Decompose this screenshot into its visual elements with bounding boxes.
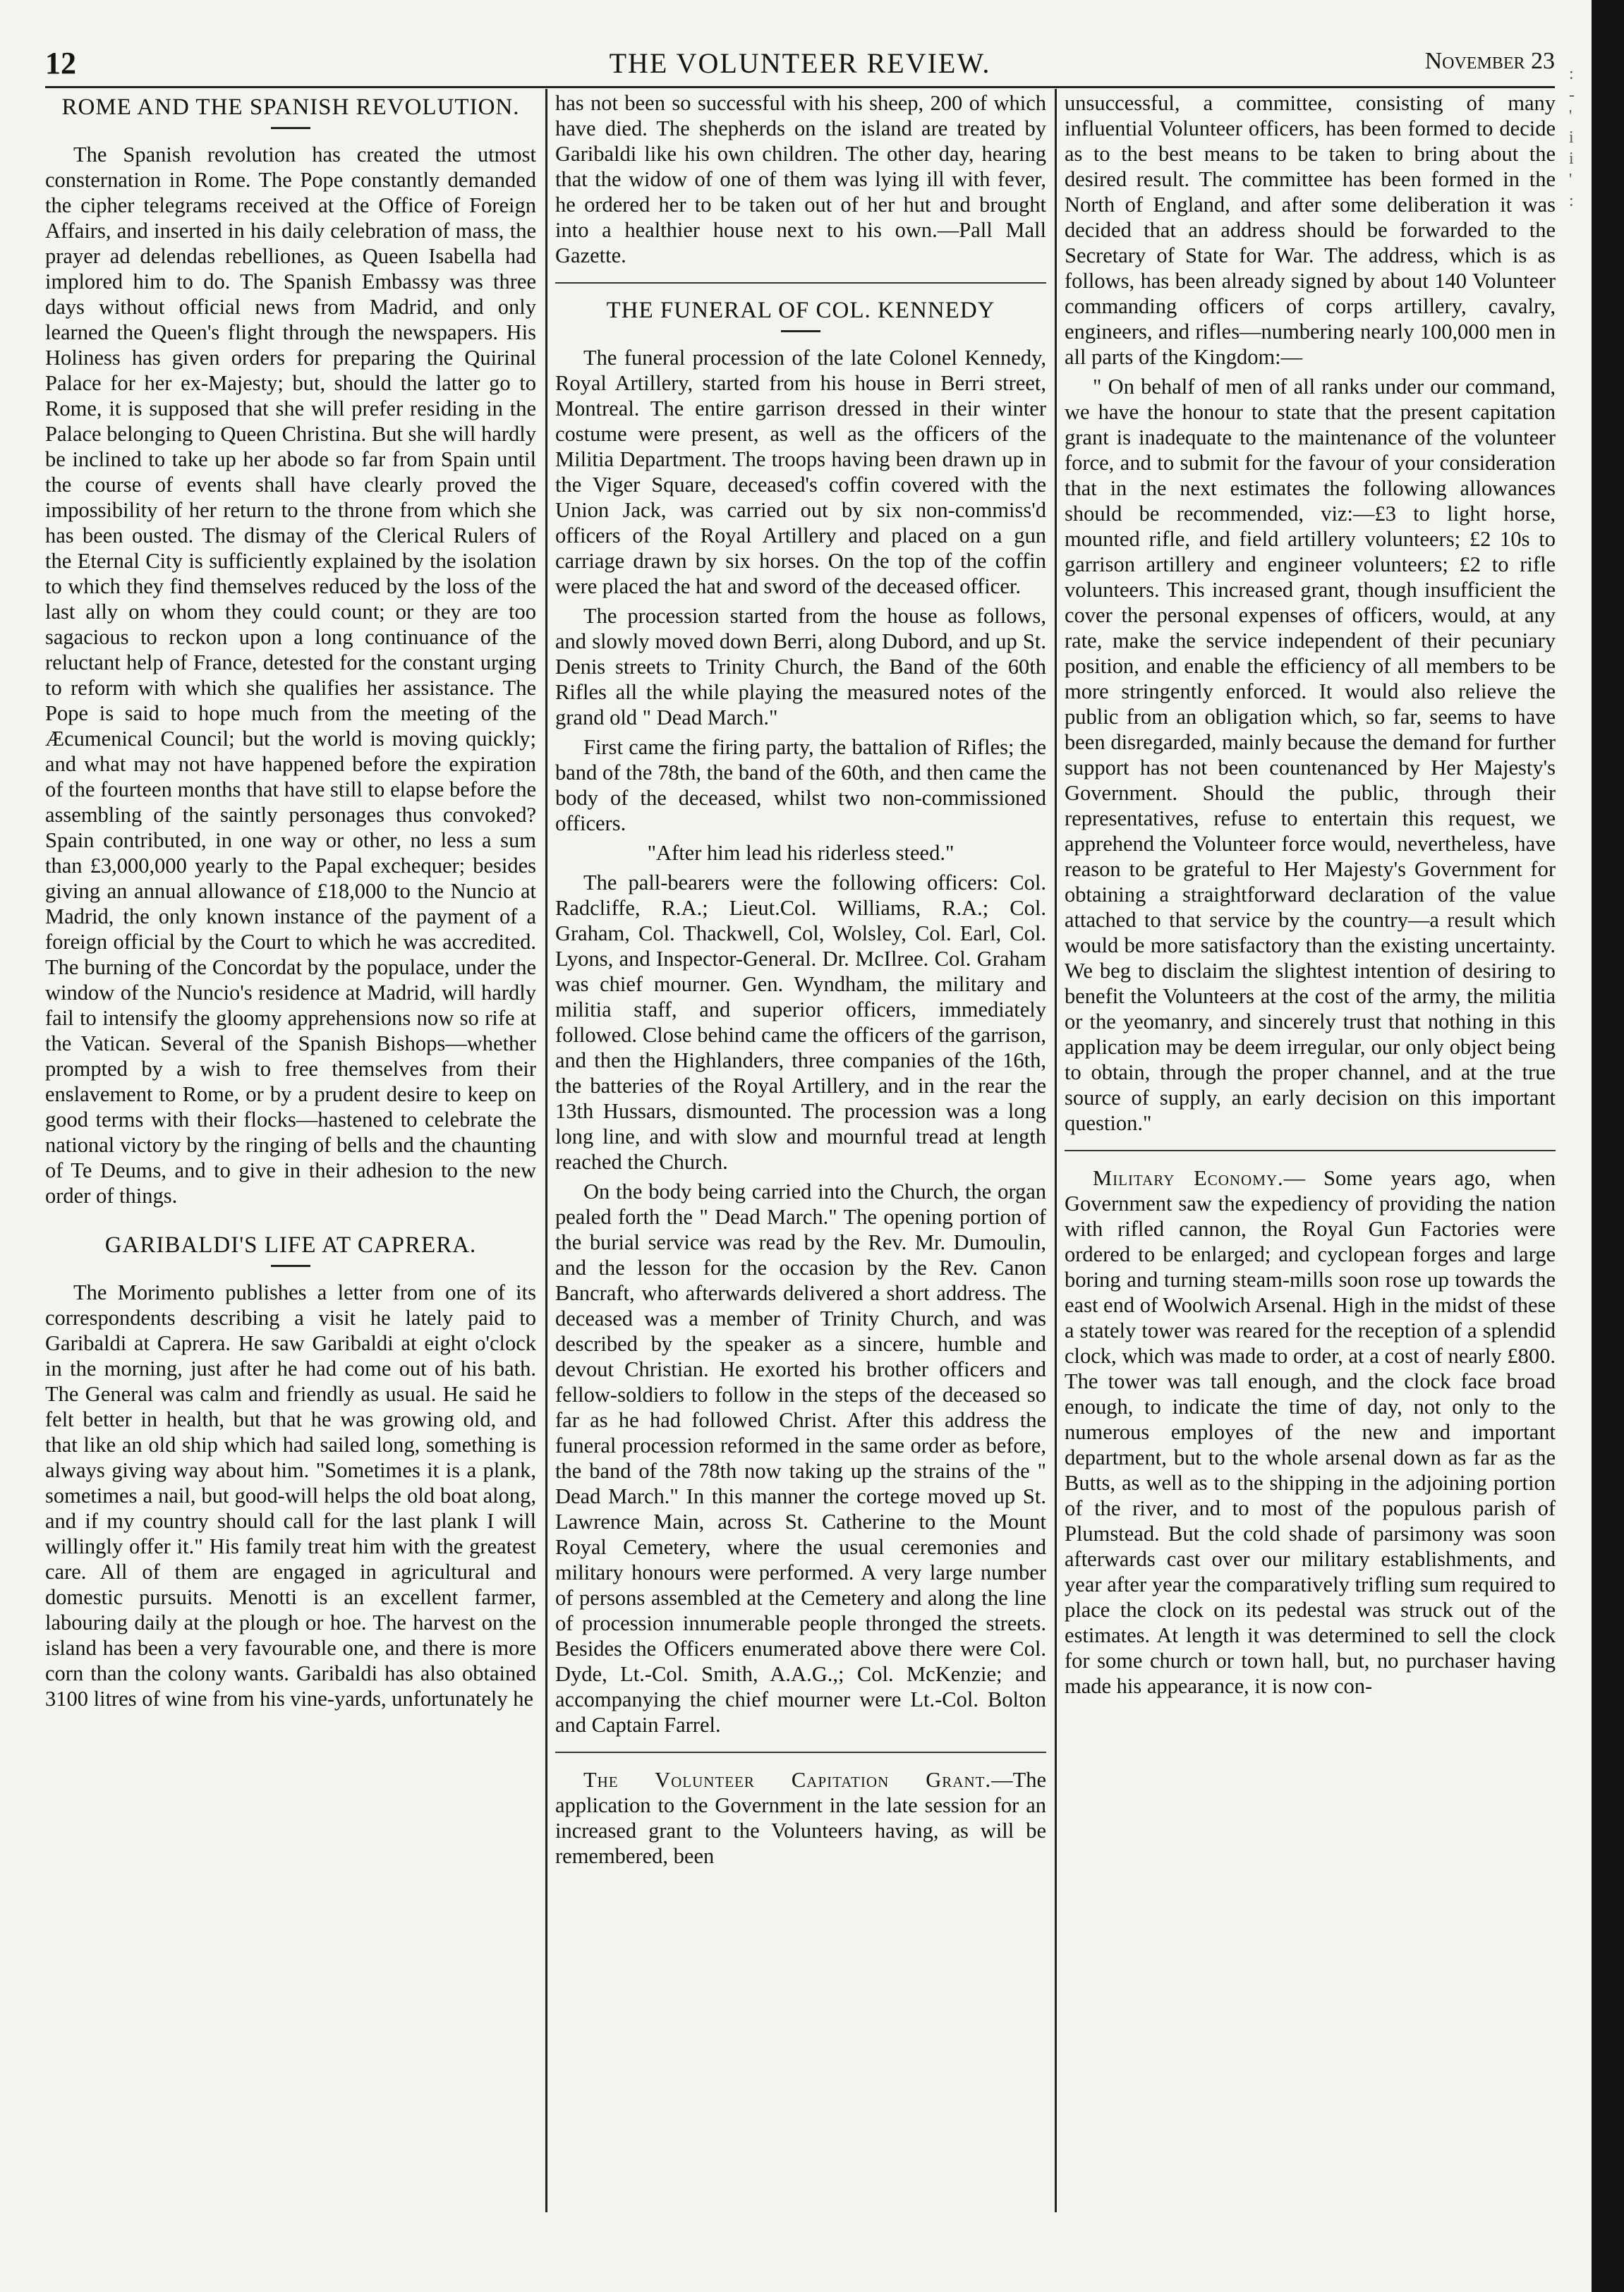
heading-rule [271,1265,310,1267]
military-economy-heading: Military Economy. [1093,1166,1284,1190]
column-2 [555,90,1046,1873]
heading-rule [271,127,310,129]
page-number: 12 [45,46,76,80]
column-1 [45,90,536,1716]
margin-scan-artifacts: : - ' i i ' : [1569,65,1575,210]
kennedy-quote: "After him lead his riderless steed." [647,841,955,865]
article-heading-kennedy: THE FUNERAL OF COL. KENNEDY [606,298,995,323]
kennedy-paragraph-2: The procession started from the house as follows, and slowly moved down Berri, along Dubord, and up St. Denis streets to Trinity Church, the Band of the 60th Rifles all the while playing the measured notes of the grand old " Dead March." [555,604,1046,729]
kennedy-paragraph-3: First came the firing party, the battalion of Rifles; the band of the 78th, the band of the 60th, and then came the body of the deceased, whilst two non-commissioned officers. [555,735,1046,835]
capitation-grant-continuation: unsuccessful, a committee, consisting of many influential Volunteer officers, has been formed to decide as to the best means to be taken to bring about the desired result. The committee has been formed in the North of England, and after some deliberation it was decided that an address should be forwarded to the Secretary of State for War. The address, which is as follows, has been already signed by about 140 Volunteer commanding officers of corps artillery, cavalry, engineers, and rifles—numbering nearly 100,000 men in all parts of the Kingdom:— [1065,91,1556,369]
column-3 [1065,90,1556,1703]
header-rule [45,86,1555,88]
article-body-garibaldi: The Morimento publishes a letter from one of its correspondents describing a visit he lately paid to Garibaldi at Caprera. He saw Garibaldi at eight o'clock in the morning, just after he had come out of his bath. The General was calm and friendly as usual. He said he felt better in health, but that he was growing old, and that like an old ship which had sailed long, something is always giving way about him. "Sometimes it is a plank, sometimes a nail, but good-will helps the old boat along, and if my country should call for the last plank I will willingly offer it." His family treat him with the greatest care. All of them are engaged in agricultural and domestic pursuits. Menotti is an excellent farmer, labouring daily at the plough or hoe. The harvest on the island has been a very favourable one, and there is more corn than the colony wants. Garibaldi has also obtained 3100 litres of wine from his vine-yards, unfortunately he [45,1280,536,1711]
scan-edge-bar [1592,0,1624,2292]
article-separator [555,282,1046,284]
page-header [45,41,1555,86]
column-divider [1055,89,1057,2212]
kennedy-paragraph-4: The pall-bearers were the following officers: Col. Radcliffe, R.A.; Lieut.Col. Williams, R.A.; Col. Graham, Col. Thackwell, Col, Wolsley, Col. Earl, Col. Lyons, and Inspector-General. Dr. McIlree. Col. Graham was chief mourner. Gen. Wyndham, the military and militia staff, and superior officers, immediately followed. Close behind came the officers of the garrison, and then the Highlanders, three companies of the 16th, the batteries of the Royal Artillery, and in the rear the 13th Hussars, dismounted. The procession was a long long line, and with slow and mournful tread at length reached the Church. [555,871,1046,1174]
article-continuation-garibaldi: has not been so successful with his sheep, 200 of which have died. The shepherds on the island are treated by Garibaldi like his own children. The other day, hearing that the widow of one of them was lying ill with fever, he ordered her to be taken out of her hut and brought into a healthier house next to his own.—Pall Mall Gazette. [555,91,1046,267]
heading-rule [781,330,820,332]
capitation-grant-heading: The Volunteer Capitation Grant. [583,1768,992,1792]
military-economy-text: — Some years ago, when Government saw the expediency of providing the nation with rifled cannon, the Royal Gun Factories were ordered to be enlarged; and cyclopean forges and large boring and turning steam-mills soon rose up towards the east end of Woolwich Arsenal. High in the midst of these a stately tower was reared for the reception of a splendid clock, which was made to order, at a cost of nearly £800. The tower was tall enough, and the clock face broad enough, to indicate the time of day, not only to the numerous employes of the new and important department, but to the whole arsenal down as far as the Butts, as well as to the shipping in the adjoining portion of the river, and to most of the populous parish of Plumstead. But the cold shade of parsimony was soon afterwards cast over our military establishments, and year after year the comparatively trifling sum required to place the clock on its pedestal was struck out of the estimates. At length it was determined to sell the clock for some church or town hall, but, no purchaser having made his appearance, it is now con- [1065,1166,1556,1698]
military-economy-paragraph [1065,1165,1556,1699]
article-separator [1065,1150,1556,1151]
article-separator [555,1752,1046,1753]
capitation-address-quote: " On behalf of men of all ranks under our command, we have the honour to state that the present capitation grant is inadequate to the maintenance of the volunteer force, and to submit for the favour of your consideration that in the next estimates the following allowances should be recommended, viz:—£3 to light horse, mounted rifle, and field artillery volunteers; £2 10s to garrison artillery and engineer volunteers; £2 to rifle volunteers. This increased grant, though insufficient the cover the personal expenses of officers, would, at any rate, make the service independent of their pecuniary position, and enable the efficiency of all members to be more stringently enforced. It would also relieve the public from an obligation which, so far, seems to have been disregarded, mainly because the demand for further support has not been countenanced by Her Majesty's Government. Should the public, through their representatives, refuse to entertain this request, we apprehend the Volunteer force would, nevertheless, have reason to be grateful to Her Majesty's Government for obtaining a straightforward declaration of the value attached to that service by the country—a result which would be more satisfactory than the existing uncertainty. We beg to disclaim the slightest intention of desiring to benefit the Volunteers at the cost of the army, the militia or the yeomanry, and sincerely trust that nothing in this application may be deem irregular, our only object being to obtain, through the proper channel, and at the true source of supply, an early decision on this important question." [1065,375,1556,1135]
article-heading-garibaldi: GARIBALDI'S LIFE AT CAPRERA. [104,1232,477,1258]
capitation-grant-paragraph [555,1767,1046,1869]
masthead-title: THE VOLUNTEER REVIEW. [609,47,991,79]
kennedy-paragraph-5: On the body being carried into the Church, the organ pealed forth the " Dead March." The opening portion of the burial service was read by the Rev. Mr. Dumoulin, and the lesson for the occasion by the Rev. Canon Bancraft, who afterwards delivered a short address. The deceased was a member of Trinity Church, and was described by the speaker as a sincere, humble and devout Christian. He exorted his brother officers and fellow-soldiers to follow in the steps of the deceased so far as he had followed Christ. After this address the funeral procession reformed in the same order as before, the band of the 78th now taking up the strains of the " Dead March." In this manner the cortege moved up St. Lawrence Main, across St. Catherine to the Mount Royal Cemetery, where the usual ceremonies and military honours were performed. A very large number of persons assembled at the Cemetery and along the line of procession innumerable people thronged the streets. Besides the Officers enumerated above there were Col. Dyde, Lt.-Col. Smith, A.A.G.,; Col. McKenzie; and accompanying the chief mourner were Lt.-Col. Bolton and Captain Farrel. [555,1180,1046,1737]
issue-date: November 23 [1424,48,1555,74]
capitation-grant-text: —The application to the Government in the late session for an increased grant to the Volunteers having, as will be remembered, been [555,1768,1046,1868]
article-body-rome: The Spanish revolution has created the utmost consternation in Rome. The Pope constantly demanded the cipher telegrams received at the Office of Foreign Affairs, and inserted in his daily celebration of mass, the prayer ad delendas rebelliones, as Queen Isabella had implored him to do. The Spanish Embassy was three days without official news from Madrid, and only learned the Queen's flight through the newspapers. His Holiness has given orders for preparing the Quirinal Palace for her ex-Majesty; but, should the latter go to Rome, it is supposed that she will prefer residing in the Palace belonging to Queen Christina. But she will hardly be inclined to take up her abode so far from Spain until the course of events shall have clearly proved the impossibility of her return to the throne from which she has been ousted. The dismay of the Clerical Rulers of the Eternal City is sufficiently explained by the isolation to which they find themselves reduced by the loss of the last ally on whom they could count; or they are too sagacious to reckon upon a long continuance of the reluctant help of France, detested for the constant urging to reform with which she qualifies her assistance. The Pope is said to hope much from the meeting of the Æcumenical Council; but the world is moving quickly; and what may not have happened before the expiration of the fourteen months that have still to elapse before the assembling of the saintly personages thus convoked? Spain contributed, in one way or other, no less a sum than £3,000,000 yearly to the Papal exchequer; besides giving an annual allowance of £18,000 to the Nuncio at Madrid, the only known instance of the payment of a foreign official by the Court to which he was accredited. The burning of the Concordat by the populace, under the window of the Nuncio's residence at Madrid, will hardly fail to intensify the gloomy apprehensions now so rife at the Vatican. Several of the Spanish Bishops—whether prompted by a wish to free themselves from their enslavement to Rome, or by a prudent desire to keep on good terms with their flocks—hastened to celebrate the national victory by the ringing of bells and the chaunting of Te Deums, and to give in their adhesion to the new order of things. [45,143,536,1208]
column-divider [545,89,547,2212]
article-heading-rome: ROME AND THE SPANISH REVOLUTION. [61,95,520,120]
kennedy-paragraph-1: The funeral procession of the late Colonel Kennedy, Royal Artillery, started from his house in Berri street, Montreal. The entire garrison dressed in their winter costume were present, as well as the officers of the Militia Department. The troops having been drawn up in the Viger Square, deceased's coffin covered with the Union Jack, was carried out by six non-commiss'd officers of the Royal Artillery and placed on a gun carriage drawn by six horses. On the top of the coffin were placed the hat and sword of the deceased officer. [555,346,1046,598]
